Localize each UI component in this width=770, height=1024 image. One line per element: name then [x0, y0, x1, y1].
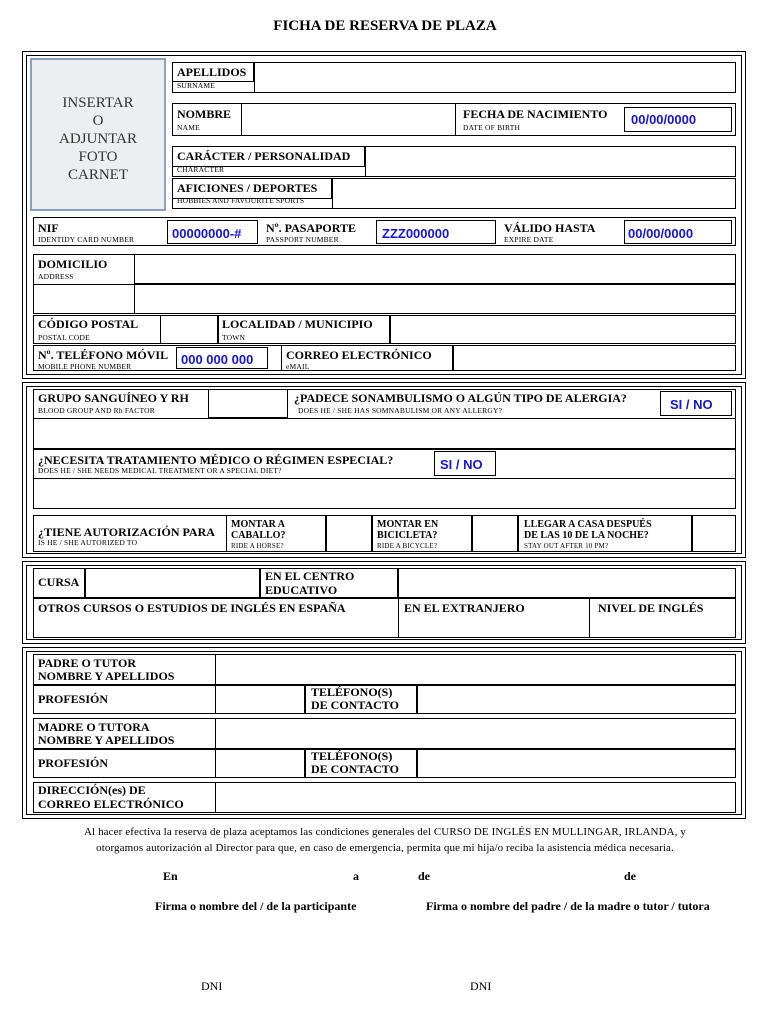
caballo-input[interactable] — [326, 515, 372, 552]
fecha-nacimiento-value: 00/00/0000 — [631, 112, 697, 127]
domicilio-divider — [134, 284, 135, 314]
tratamiento-value: SI / NO — [440, 457, 483, 472]
tratamiento-sublabel: DOES HE / SHE NEEDS MEDICAL TREATMENT OR A SPECIAL DIET? — [38, 466, 282, 475]
nif-label: NIF — [38, 221, 59, 235]
day-label: a — [353, 869, 359, 883]
centro-label-2: EDUCATIVO — [265, 583, 338, 597]
telefono-madre-label-1: TELÉFONO(S) — [311, 749, 393, 763]
bici-label-1: MONTAR EN — [377, 519, 439, 530]
fecha-nacimiento-sublabel: DATE OF BIRTH — [463, 123, 521, 132]
grupo-input[interactable] — [208, 389, 288, 418]
firma-participante-label: Firma o nombre del / de la participante — [155, 899, 357, 913]
caracter-label: CARÁCTER / PERSONALIDAD — [177, 149, 351, 163]
telefono-label: Nº. TELÉFONO MÓVIL — [38, 348, 169, 362]
conditions-text-1: Al hacer efectiva la reserva de plaza aceptamos las condiciones generales del CURSO DE INGLÉS EN MULLINGAR, IRLANDA, y — [84, 826, 686, 838]
cp-label: CÓDIGO POSTAL — [38, 317, 139, 331]
direccion-correo-label-2: CORREO ELECTRÓNICO — [38, 797, 184, 811]
telefono-madre-label-2: DE CONTACTO — [311, 762, 399, 776]
cursa-input[interactable] — [85, 568, 260, 598]
photo-text-4: FOTO — [78, 149, 118, 165]
autorizacion-label: ¿TIENE AUTORIZACIÓN PARA — [38, 525, 215, 539]
padre-label-2: NOMBRE Y APELLIDOS — [38, 669, 175, 683]
tratamiento-details-input[interactable] — [33, 478, 736, 509]
nombre-input[interactable] — [241, 103, 456, 136]
photo-placeholder[interactable] — [30, 58, 166, 211]
nivel-label: NIVEL DE INGLÉS — [598, 601, 704, 615]
caballo-label-1: MONTAR A — [231, 519, 285, 530]
nif-sublabel: IDENTIDY CARD NUMBER — [38, 235, 135, 244]
bici-input[interactable] — [472, 515, 518, 552]
llegar-input[interactable] — [692, 515, 736, 552]
telefono-padre-label-2: DE CONTACTO — [311, 698, 399, 712]
photo-text-5: CARNET — [68, 167, 128, 183]
llegar-label-2: DE LAS 10 DE LA NOCHE? — [524, 530, 649, 541]
photo-text-2: O — [92, 113, 104, 129]
valido-sublabel: EXPIRE DATE — [504, 235, 554, 244]
centro-label-1: EN EL CENTRO — [265, 569, 355, 583]
extranjero-label: EN EL EXTRANJERO — [404, 601, 525, 615]
caracter-sublabel: CHARACTER — [177, 165, 225, 174]
pasaporte-label: Nº. PASAPORTE — [266, 221, 356, 235]
place-label: En — [163, 869, 178, 883]
apellidos-label: APELLIDOS — [177, 65, 247, 79]
bici-label-2: BICICLETA? — [377, 530, 438, 541]
apellidos-input[interactable] — [254, 62, 736, 93]
sonambulismo-label: ¿PADECE SONAMBULISMO O ALGÚN TIPO DE ALERGIA? — [294, 391, 627, 405]
localidad-sublabel: TOWN — [222, 333, 246, 342]
telefono-sublabel: MOBILE PHONE NUMBER — [38, 362, 132, 371]
sonambulismo-sublabel: DOES HE / SHE HAS SOMNABULISM OR ANY ALLERGY? — [298, 406, 503, 415]
aficiones-label: AFICIONES / DEPORTES — [177, 181, 318, 195]
telefono-padre-label-1: TELÉFONO(S) — [311, 685, 393, 699]
autorizacion-sublabel: IS HE / SHE AUTORIZED TO — [38, 538, 138, 547]
grupo-sublabel: BLOOD GROUP AND Rh FACTOR — [38, 406, 155, 415]
profesion-madre-input[interactable] — [215, 749, 305, 778]
grupo-label: GRUPO SANGUÍNEO Y RH — [38, 391, 189, 405]
pasaporte-sublabel: PASSPORT NUMBER — [266, 235, 339, 244]
photo-text-1: INSERTAR — [62, 95, 134, 111]
padre-label-1: PADRE O TUTOR — [38, 656, 137, 670]
correo-label: CORREO ELECTRÓNICO — [286, 348, 432, 362]
domicilio-sublabel: ADDRESS — [38, 272, 74, 281]
llegar-sublabel: STAY OUT AFTER 10 PM? — [524, 542, 609, 550]
dni-participante-label: DNI — [201, 979, 223, 993]
madre-input[interactable] — [215, 718, 736, 749]
caballo-label-2: CABALLO? — [231, 530, 286, 541]
fecha-nacimiento-label: FECHA DE NACIMIENTO — [463, 107, 608, 121]
valido-value: 00/00/0000 — [628, 226, 694, 241]
page-title: FICHA DE RESERVA DE PLAZA — [273, 18, 497, 34]
tratamiento-label: ¿NECESITA TRATAMIENTO MÉDICO O RÉGIMEN ESPECIAL? — [38, 453, 394, 467]
correo-input[interactable] — [453, 345, 736, 371]
cp-sublabel: POSTAL CODE — [38, 333, 90, 342]
centro-input[interactable] — [398, 568, 736, 598]
photo-text-3: ADJUNTAR — [59, 131, 137, 147]
year-label: de — [624, 869, 636, 883]
dni-padre-label: DNI — [470, 979, 492, 993]
firma-padre-label: Firma o nombre del padre / de la madre o tutor / tutora — [426, 899, 710, 913]
bici-sublabel: RIDE A BICYCLE? — [377, 542, 438, 550]
otros-cursos-label: OTROS CURSOS O ESTUDIOS DE INGLÉS EN ESPAÑA — [38, 601, 346, 615]
cp-input[interactable] — [160, 315, 218, 344]
sonambulismo-details-input[interactable] — [33, 418, 736, 449]
localidad-input[interactable] — [390, 315, 736, 344]
profesion-madre-label: PROFESIÓN — [38, 756, 109, 770]
llegar-label-1: LLEGAR A CASA DESPUÉS — [524, 519, 652, 530]
conditions-text-2: otorgamos autorización al Director para que, en caso de emergencia, permita que mi hija/o reciba la asistencia médica necesaria. — [96, 842, 674, 854]
padre-input[interactable] — [215, 654, 736, 685]
nombre-label: NOMBRE — [177, 107, 231, 121]
sonambulismo-value: SI / NO — [670, 397, 713, 412]
nombre-sublabel: NAME — [177, 123, 200, 132]
domicilio-label: DOMICILIO — [38, 257, 108, 271]
apellidos-sublabel: SURNAME — [177, 81, 216, 90]
profesion-padre-label: PROFESIÓN — [38, 692, 109, 706]
domicilio-input-1[interactable] — [134, 254, 736, 284]
localidad-label: LOCALIDAD / MUNICIPIO — [222, 317, 373, 331]
caracter-input[interactable] — [365, 146, 736, 177]
pasaporte-value: ZZZ000000 — [382, 226, 450, 241]
aficiones-input[interactable] — [332, 178, 736, 209]
direccion-correo-label-1: DIRECCIÓN(es) DE — [38, 783, 146, 797]
profesion-padre-input[interactable] — [215, 685, 305, 714]
nif-value: 00000000-# — [172, 226, 242, 241]
domicilio-input-2[interactable] — [33, 284, 736, 314]
telefono-madre-input[interactable] — [417, 749, 736, 778]
caballo-sublabel: RIDE A HORSE? — [231, 542, 284, 550]
cursa-label: CURSA — [38, 575, 80, 589]
direccion-correo-input[interactable] — [215, 782, 736, 813]
madre-label-1: MADRE O TUTORA — [38, 720, 150, 734]
month-label: de — [418, 869, 430, 883]
valido-label: VÁLIDO HASTA — [504, 221, 596, 235]
telefono-padre-input[interactable] — [417, 685, 736, 714]
correo-sublabel: eMAIL — [286, 362, 310, 371]
madre-label-2: NOMBRE Y APELLIDOS — [38, 733, 175, 747]
telefono-value: 000 000 000 — [181, 352, 254, 367]
aficiones-sublabel: HOBBIES AND FAVOURITE SPORTS — [177, 196, 305, 205]
